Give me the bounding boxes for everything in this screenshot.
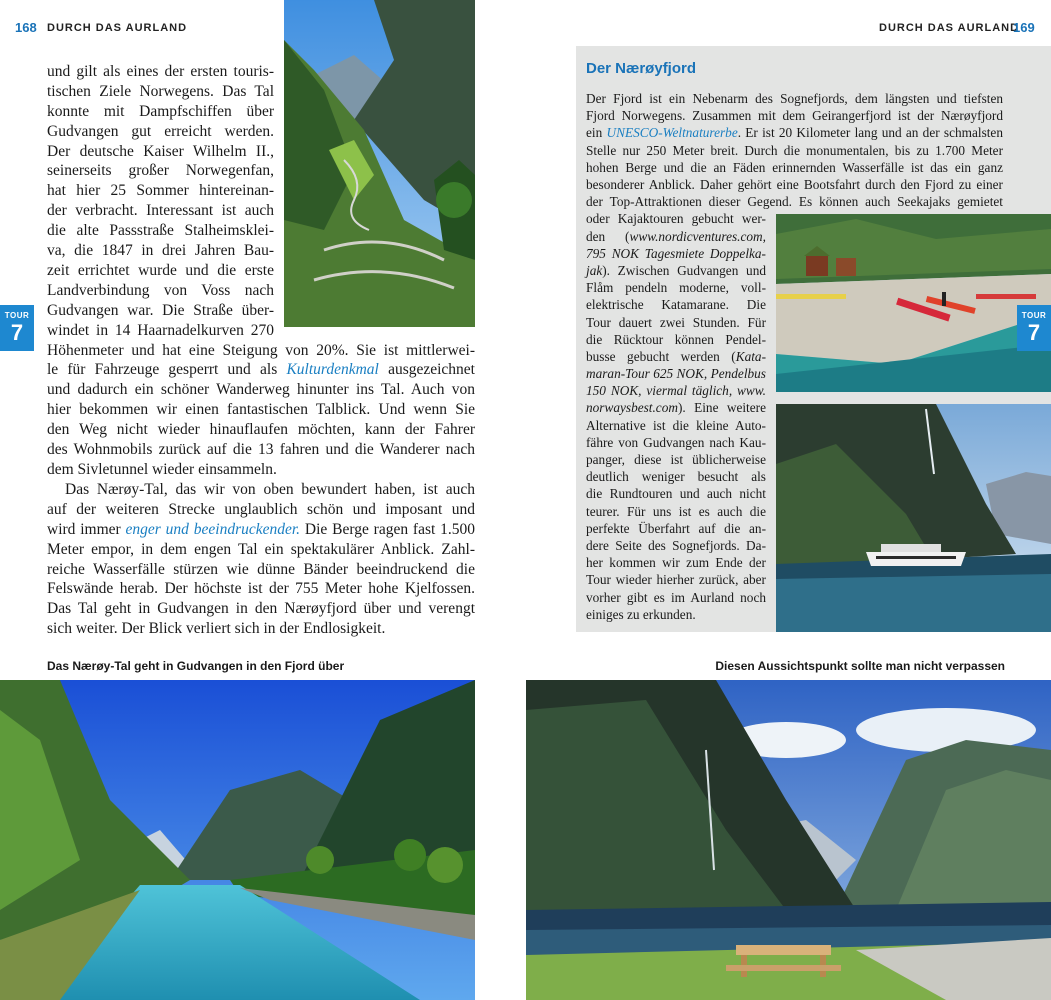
- link-norwaysbest[interactable]: norwaysbest.com: [586, 400, 678, 416]
- running-head-right: DURCH DAS AURLAND: [879, 22, 1020, 34]
- paragraph-2: [47, 480, 475, 639]
- text-line: le für Fahrzeuge gesperrt und als Kulturdenkmal ausgezeichnet: [47, 361, 475, 379]
- text-line: dere Seite des Sognefjords. Da-: [586, 537, 766, 553]
- text-line: jak). Zwischen Gudvangen und: [586, 262, 766, 278]
- paragraph-1-wide: [47, 341, 475, 480]
- text-line: Gudvangen gut erreicht werden.: [47, 122, 274, 140]
- link-unesco[interactable]: UNESCO-Weltnaturerbe: [606, 125, 738, 141]
- text-line: reiche Wasserfälle stürzen wie dünne Bänder beeindruckend die: [47, 560, 475, 578]
- text-line: 150 NOK, viermal täglich, www.: [586, 383, 766, 399]
- tour-tab-number: 7: [1027, 320, 1041, 345]
- text-line: die Rücktour können Pendel-: [586, 331, 766, 347]
- running-head-left: DURCH DAS AURLAND: [47, 22, 188, 34]
- text-line: wird immer enger und beeindruckender. Die Berge ragen fast 1.500: [47, 520, 475, 538]
- tour-tab-right: [1017, 305, 1051, 351]
- text-line: hohen Berge und die an Fäden erinnernden Wasserfälle ist das ein ganz: [586, 159, 1003, 175]
- text-line: busse gebucht werden (Kata-: [586, 348, 766, 364]
- photo-kayaks-beach: [776, 214, 1051, 392]
- text-line: die Rundtouren und auch nicht: [586, 486, 766, 502]
- text-line: fähre von Gudvangen nach Kau-: [586, 434, 766, 450]
- text-line: und gilt als eines der ersten touris-: [47, 63, 274, 80]
- text-line: windet in 14 Haarnadelkurven 270: [47, 321, 274, 339]
- photo-catamaran-fjord: [776, 404, 1051, 632]
- text-line: der Top-Attraktionen dieser Gegend. Es können auch Seekajaks gemietet: [586, 194, 1003, 210]
- text-line: 795 NOK Tagesmiete Doppelka-: [586, 245, 766, 261]
- tour-tab-label: TOUR: [1021, 311, 1047, 320]
- text-line: tischen Ziele Norwegens. Das Tal: [47, 82, 274, 100]
- text-line: perfekte Überfahrt auf die an-: [586, 520, 766, 536]
- text-line: Landverbindung von Voss nach: [47, 281, 274, 299]
- link-kulturdenkmal[interactable]: Kulturdenkmal: [286, 361, 379, 379]
- text-line: konnte mit Dampfschiffen über: [47, 102, 274, 120]
- text-line: Alternative ist die kleine Auto-: [586, 417, 766, 433]
- text-line: Felswände herab. Der höchste ist der 755 Meter hohe Kjelfossen.: [47, 580, 475, 598]
- tour-tab-label: TOUR: [4, 311, 30, 320]
- text-line: des Wohnmobils zurück auf die 13 fahren und die Wanderer nach: [47, 441, 475, 459]
- page-number-left: 168: [15, 20, 37, 35]
- text-line: elektrische Katamarane. Die: [586, 297, 766, 313]
- text-line: her kommen wir zum Ende der: [586, 555, 766, 571]
- text-line: oder Kajaktouren gebucht wer-: [586, 211, 766, 227]
- text-line: Der deutsche Kaiser Wilhelm II.,: [47, 142, 274, 160]
- link-nordicventures[interactable]: www.nordicventures.com,: [629, 228, 766, 244]
- text-line: maran-Tour 625 NOK, Pendelbus: [586, 366, 766, 382]
- text-line: den (www.nordicventures.com,: [586, 228, 766, 244]
- text-line: die alte Passstraße Stalheimsklei-: [47, 222, 274, 240]
- text-line: Der Fjord ist ein Nebenarm des Sognefjords, dem längsten und tiefsten: [586, 91, 1003, 106]
- text-line: Flåm pendeln moderne, voll-: [586, 280, 766, 296]
- text-line: sich weiter. Der Blick verliert sich in der Endlosigkeit.: [47, 620, 386, 638]
- text-line: deutlich weniger besucht als: [586, 469, 766, 485]
- paragraph-1-narrow: [47, 62, 274, 340]
- link-enger-beeindruckender[interactable]: enger und beeindruckender.: [125, 520, 301, 538]
- text-line: ein UNESCO-Weltnaturerbe. Er ist 20 Kilometer lang und an der schmalsten: [586, 125, 1003, 141]
- text-line: Meter empor, in dem engen Tal ein spektakulärer Anblick. Zahl-: [47, 540, 475, 558]
- text-line: Das Tal geht in Gudvangen in den Nærøyfjord über und verengt: [47, 600, 475, 618]
- text-line: zeit errichtet wurde und die erste: [47, 261, 274, 279]
- photo-fjord-viewpoint: [526, 680, 1051, 1000]
- text-line: den Weg nicht wieder hinauflaufen möchten, kann der Fahrer: [47, 421, 475, 439]
- text-line: Tour dauert zwei Stunden. Für: [586, 314, 766, 330]
- photo-valley-serpentine: [284, 0, 475, 327]
- box-text-narrow: [586, 210, 766, 623]
- caption-right: Diesen Aussichtspunkt sollte man nicht verpassen: [715, 659, 1005, 673]
- text-line: vorher gibt es im Aurland noch: [586, 589, 766, 605]
- text-line: der verbracht. Interessant ist auch: [47, 202, 274, 220]
- text-line: einiges zu erkunden.: [586, 606, 696, 622]
- photo-naeroy-valley-river: [0, 680, 475, 1000]
- box-title: Der Nærøyfjord: [586, 60, 697, 77]
- text-line: Das Nærøy-Tal, das wir von oben bewundert haben, ist auch: [65, 481, 475, 498]
- page-number-right: 169: [1013, 20, 1035, 35]
- text-line: Gudvangen war. Die Straße über-: [47, 301, 274, 319]
- text-line: hat hier 25 Sommer hintereinan-: [47, 182, 274, 200]
- text-line: Tour wieder hierher zurück, aber: [586, 572, 766, 588]
- caption-left: Das Nærøy-Tal geht in Gudvangen in den Fjord über: [47, 659, 345, 673]
- text-line: va, die 1847 in drei Jahren Bau-: [47, 242, 274, 260]
- text-line: auf der weiteren Strecke unglaublich schön und imposant und: [47, 500, 475, 518]
- tour-tab-number: 7: [10, 320, 24, 345]
- text-line: Fjord Norwegens. Zusammen mit dem Geirangerfjord ist der Nærøyfjord: [586, 108, 1003, 124]
- text-line: dem Sivletunnel wieder einsammeln.: [47, 460, 277, 478]
- text-line: seinerseits großer Norwegenfan,: [47, 162, 274, 180]
- text-line: panger, diese ist üblicherweise: [586, 452, 766, 468]
- text-line: norwaysbest.com). Eine weitere: [586, 400, 766, 416]
- text-line: hier bekommen wir einen fantastischen Talblick. Und wenn Sie: [47, 401, 475, 419]
- box-text-full: [586, 90, 1003, 210]
- text-line: teurer. Für uns ist es auch die: [586, 503, 766, 519]
- tour-tab-left: [0, 305, 34, 351]
- text-line: besonderer Anblick. Daher gehört eine Bootsfahrt durch den Fjord zu einer: [586, 176, 1003, 192]
- text-line: Stelle nur 250 Meter breit. Durch die monumentalen, bis zu 1.700 Meter: [586, 142, 1003, 158]
- text-line: Höhenmeter und hat eine Steigung von 20%. Sie ist mittlerwei-: [47, 341, 475, 359]
- text-line: und dadurch ein schöner Wanderweg hinunter ins Tal. Auch von: [47, 381, 475, 399]
